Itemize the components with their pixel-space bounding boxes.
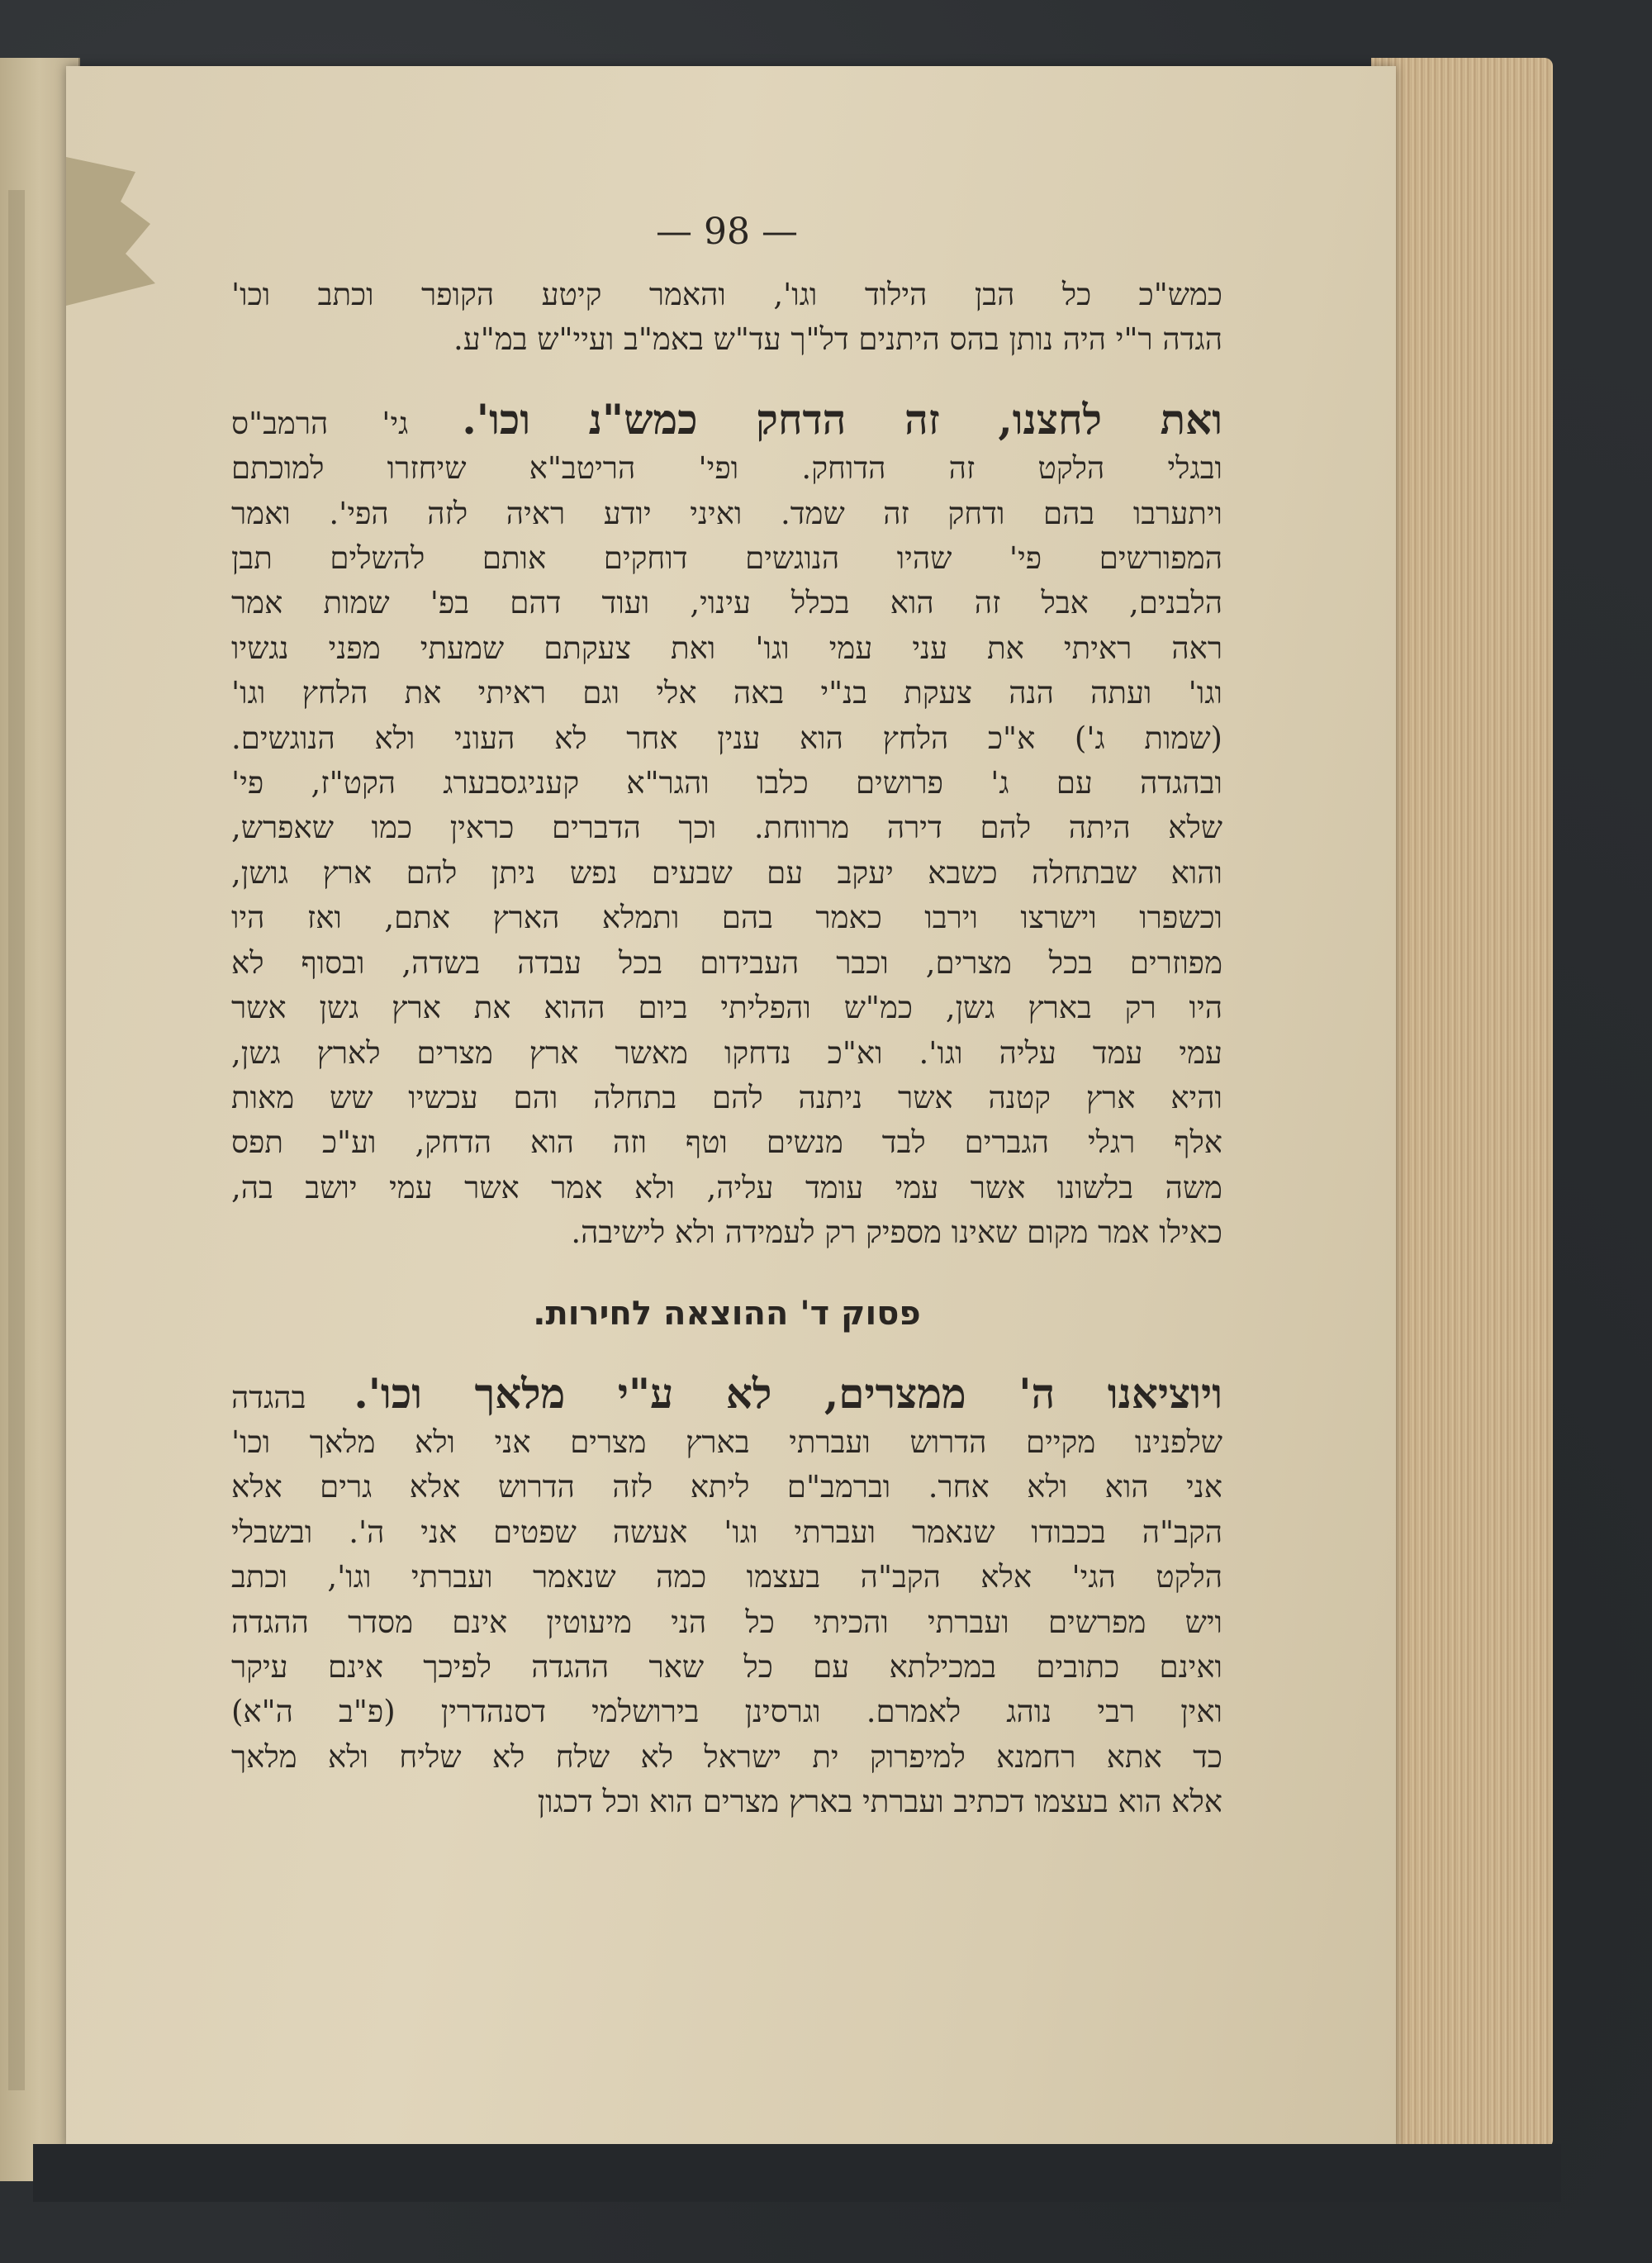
text-line: אלף רגלי הגברים לבד מנשים וטף וזה הוא הדחק, וע"כ תפס <box>231 1124 1222 1161</box>
text-line: הקב"ה בכבודו שנאמר ועברתי וגו' אעשה שפטים אני ה'. ובשבלי <box>231 1514 1222 1550</box>
text-line: ויש מפרשים ועברתי והכיתי כל הני מיעוטין אינם מסדר ההגדה <box>231 1604 1222 1640</box>
text-line: ואין רבי נוהג לאמרם. וגרסינן בירושלמי דסנהדרין (פ"ב ה"א) <box>231 1694 1222 1730</box>
text-line: עמי עמד עליה וגו'. וא"כ נדחקו מאשר ארץ מצרים לארץ גשן, <box>231 1034 1222 1071</box>
spacer <box>231 363 1222 397</box>
text-line: המפורשים פי' שהיו הנוגשים דוחקים אותם להשלים תבן <box>231 540 1222 577</box>
paragraph-heading-line <box>231 1368 1222 1420</box>
section-title: פסוק ד' ההוצאה לחירות. <box>533 1294 921 1333</box>
page-number: — 98 — <box>656 211 798 253</box>
text-line: ובגלי הלקט זה הדוחק. ופי' הריטב"א שיחזרו למוכתם <box>231 450 1222 487</box>
text-line: כמש"כ כל הבן הילוד וגו', והאמר קיטע הקופר וכתב וכו' <box>231 277 1222 312</box>
paragraph-heading-line <box>231 394 1222 446</box>
text-line: משה בלשונו אשר עמי עומד עליה, ולא אמר אשר עמי יושב בה, <box>231 1169 1222 1205</box>
text-line: והוא שבתחלה כשבא יעקב עם שבעים נפש ניתן להם ארץ גושן, <box>231 854 1222 891</box>
text-line: (שמות ג') א"כ הלחץ הוא ענין אחר לא העוני ולא הנוגשים. <box>231 720 1222 756</box>
text-line: ראה ראיתי את עני עמי וגו' ואת צעקתם שמעתי מפני נגשיו <box>231 630 1222 666</box>
spacer <box>231 1256 1222 1291</box>
spacer <box>231 1337 1222 1372</box>
text-line: ויתערבו בהם ודחק זה שמד. ואיני יודע ראיה לזה הפי'. ואמר <box>231 495 1222 531</box>
paragraph-heading: ואת לחצנו, זה הדחק כמש"נ וכו'. <box>462 394 1222 444</box>
paragraph-3 <box>231 1368 1222 1825</box>
text-line: אלא הוא בעצמו דכתיב ועברתי בארץ מצרים הוא וכל דכגון <box>537 1784 1222 1820</box>
text-line: ואינם כתובים במכילתא עם כל שאר ההגדה לפיכך אינם עיקר <box>231 1648 1222 1685</box>
text-line: שלפנינו מקיים הדרוש ועברתי בארץ מצרים אני ולא מלאך וכו' <box>231 1424 1222 1460</box>
page-stack-edges <box>1371 58 1553 2148</box>
heading-tail-text: בהגדה <box>231 1379 354 1415</box>
text-line: הלקט הגי' אלא הקב"ה בעצמו כמה שנאמר ועברתי וגו', וכתב <box>231 1559 1222 1595</box>
text-line: כד אתא רחמנא למיפרוק ית ישראל לא שלח לא שליח ולא מלאך <box>231 1738 1222 1775</box>
text-line: הלבנים, אבל זה הוא בכלל עינוי, ועוד דהם בפ' שמות אמר <box>231 585 1222 621</box>
page-shadow <box>8 190 25 2090</box>
heading-tail-text: גי' הרמב"ס <box>231 405 463 441</box>
cover-bottom-edge <box>33 2144 1561 2202</box>
paragraph-heading: ויוציאנו ה' ממצרים, לא ע"י מלאך וכו'. <box>354 1368 1222 1418</box>
text-line: שלא היתה להם דירה מרווחת. וכך הדברים כראין כמו שאפרש, <box>231 810 1222 846</box>
text-line: וגו' ועתה הנה צעקת בנ"י באה אלי וגם ראיתי את הלחץ וגו' <box>231 675 1222 711</box>
page-text <box>231 273 1222 1999</box>
text-line: ובהגדה עם ג' פרושים כלבו והגר"א קעניגסבערג הקט"ז, פי' <box>231 765 1222 801</box>
text-line: אני הוא ולא אחר. וברמב"ם ליתא לזה הדרוש אלא גרים אלא <box>231 1469 1222 1505</box>
text-line: היו רק בארץ גשן, כמ"ש והפליתי ביום ההוא את ארץ גשן אשר <box>231 990 1222 1026</box>
text-line: והיא ארץ קטנה אשר ניתנה להם בתחלה והם עכשיו שש מאות <box>231 1079 1222 1115</box>
text-line: וכשפרו וישרצו וירבו כאמר בהם ותמלא הארץ אתם, ואז היו <box>231 900 1222 936</box>
text-line: הגדה ר"י היה נותן בהס היתנים דל"ך עד"ש באמ"ב ועיי"ש במ"ע. <box>453 321 1222 358</box>
paragraph-1 <box>231 273 1222 363</box>
paragraph-2 <box>231 394 1222 1256</box>
text-line: מפוזרים בכל מצרים, וכבר העבידום בכל עבדה בשדה, ובסוף לא <box>231 944 1222 981</box>
text-line: כאילו אמר מקום שאינו מספיק רק לעמידה ולא לישיבה. <box>571 1215 1222 1251</box>
